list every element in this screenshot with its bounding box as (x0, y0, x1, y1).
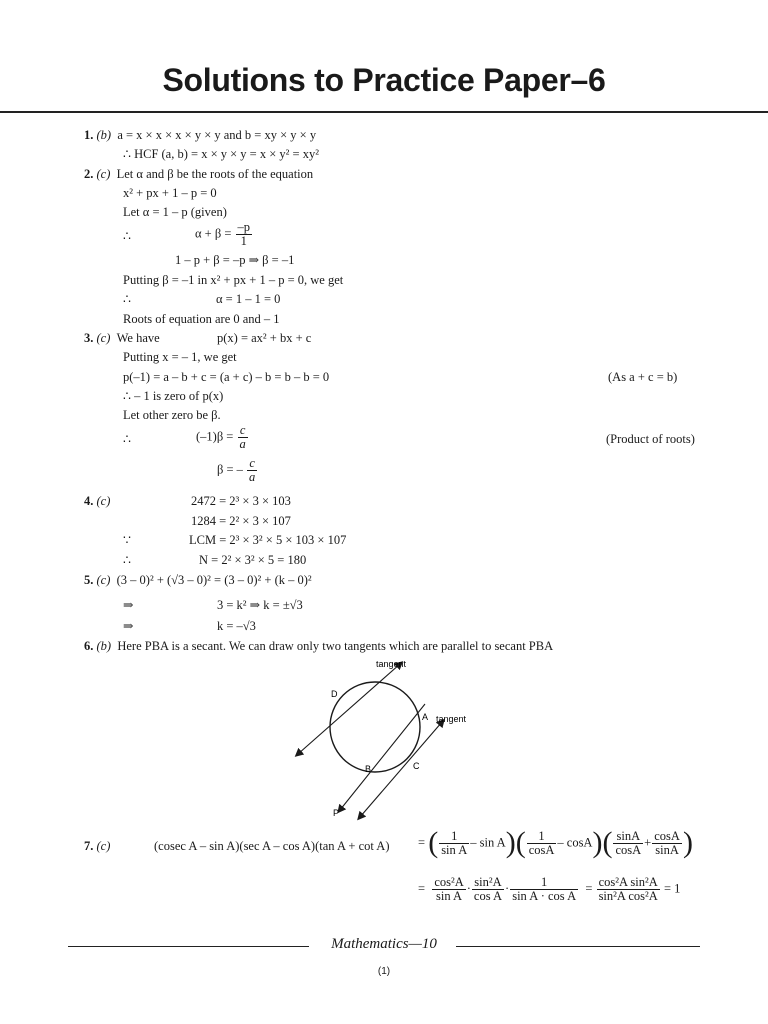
q7-g4-num: cos²A sin²A (598, 875, 658, 889)
q3-number: 3. (84, 331, 94, 345)
q2-alpha: α = 1 – 1 = 0 (216, 292, 281, 306)
paren-open-2: ( (515, 825, 526, 859)
q4-because: ∵ (123, 533, 131, 547)
q7-number: 7. (84, 839, 94, 853)
q7-f2-num: 1 (527, 830, 557, 844)
q7-lhs: (cosec A – sin A)(sec A – cos A)(tan A + cot A) (154, 839, 390, 853)
q7-g4 (597, 876, 660, 903)
q7-g3-num: 1 (510, 876, 578, 890)
q3-other-zero: Let other zero be β. (123, 408, 221, 422)
q4-answer: (c) (96, 494, 111, 508)
q5-text: (3 – 0)² + (√3 – 0)² = (3 – 0)² + (k – 0)² (116, 573, 312, 587)
q6-text: Here PBA is a secant. We can draw only two tangents which are parallel to secant PBA (117, 639, 554, 653)
label-tangent-top: tangent (376, 659, 407, 669)
q4-label (84, 494, 110, 508)
q1-text: a = x × x × x × y × y and b = xy × y × y (117, 128, 317, 142)
q7-g1-den: sin A (436, 889, 463, 903)
q2-fraction (236, 221, 253, 248)
q3-beta (217, 457, 258, 484)
q1-line1 (84, 128, 316, 142)
q5-line1 (84, 573, 312, 587)
title-rule (0, 111, 768, 113)
q7-answer: (c) (96, 839, 111, 853)
q3-therefore: ∴ (123, 432, 131, 446)
q5-answer: (c) (96, 573, 111, 587)
q2-putting: Putting β = –1 in x² + px + 1 – p = 0, we get (123, 273, 344, 287)
q7-eq-1: = (418, 835, 426, 850)
q5-implies-1: ⇒ (123, 598, 134, 612)
q3-frac1-num: c (238, 424, 248, 438)
q7-f4-den: sinA (655, 843, 679, 857)
q7-g2-num: sin²A (472, 876, 504, 890)
paren-close-3: ) (682, 825, 693, 859)
q6-number: 6. (84, 639, 94, 653)
label-tangent-right: tangent (436, 714, 467, 724)
q7-g2 (472, 876, 504, 903)
q7-f4-num: cosA (654, 829, 680, 843)
q7-g1-num: cos²A (434, 875, 464, 889)
q3-frac1-den: a (239, 437, 246, 451)
q7-g2-den: cos A (473, 889, 503, 903)
q2-equation: x² + px + 1 – p = 0 (123, 186, 217, 200)
paren-open-3: ( (602, 825, 613, 859)
q7-rhs-1 (418, 825, 693, 859)
q3-product-label: (–1)β = (196, 429, 234, 444)
q4-number: 4. (84, 494, 94, 508)
q5-k-value: k = –√3 (217, 619, 256, 633)
q3-fraction-2 (247, 457, 257, 484)
q3-answer: (c) (96, 331, 111, 345)
label-c: C (413, 761, 420, 771)
q4-2472: 2472 = 2³ × 3 × 103 (191, 494, 291, 508)
q3-evaluate: p(–1) = a – b + c = (a + c) – b = b – b = 0 (123, 370, 330, 384)
q6-line1 (84, 639, 553, 653)
q5-k-squared: 3 = k² ⇒ k = ±√3 (217, 598, 303, 612)
q7-minus-cosa: – cosA (557, 835, 593, 850)
q5-implies-2: ⇒ (123, 619, 134, 633)
q2-frac-den: 1 (240, 234, 247, 248)
q7-result: = 1 (663, 881, 681, 896)
q7-f3-num: sinA (613, 830, 643, 844)
q3-fraction-1 (238, 424, 248, 451)
q7-g3-den: sin A · cos A (512, 889, 577, 903)
label-d: D (331, 689, 338, 699)
q2-roots: Roots of equation are 0 and – 1 (123, 312, 280, 326)
label-a: A (422, 712, 429, 722)
q7-minus-sina: – sin A (470, 835, 506, 850)
q1-answer: (b) (96, 128, 112, 142)
q2-step: 1 – p + β = –p ⇒ β = –1 (175, 253, 295, 267)
q3-text: We have (116, 331, 160, 345)
q7-f2 (527, 830, 557, 857)
q2-frac-num: –p (237, 220, 251, 234)
footer-subject: Mathematics—10 (331, 936, 437, 952)
q7-f4 (652, 830, 682, 857)
q1-number: 1. (84, 128, 94, 142)
q2-given: Let α = 1 – p (given) (123, 205, 227, 219)
q4-1284: 1284 = 2² × 3 × 107 (191, 514, 291, 528)
q1-line2: ∴ HCF (a, b) = x × y × y = x × y² = xy² (123, 147, 319, 161)
q4-lcm: LCM = 2³ × 3² × 5 × 103 × 107 (189, 533, 347, 547)
label-b: B (365, 764, 372, 774)
q3-polynomial: p(x) = ax² + bx + c (217, 331, 312, 345)
q7-f1 (439, 830, 469, 857)
q7-f1-num: 1 (439, 830, 469, 844)
page-title: Solutions to Practice Paper–6 (162, 62, 606, 98)
label-p: P (333, 808, 340, 818)
q6-answer: (b) (96, 639, 112, 653)
q7-f1-den: sin A (441, 843, 468, 857)
q2-text: Let α and β be the roots of the equation (116, 167, 314, 181)
q7-rhs-2: = $\frac{\text{cos²A}}{\text{sin A}}$ · $\frac{\text{sin²A}}{\text{cos A}}$ · $\frac{1}{\text{sin A · cos A}}$ = $\frac{\text{cos²A sin²A}}{\text{sin²A cos²A}}$ = 1 (418, 875, 681, 903)
q7-eq-2: = (418, 881, 426, 896)
paren-close-1: ) (505, 825, 516, 859)
q2-line1 (84, 167, 313, 181)
q2-number: 2. (84, 167, 94, 181)
q2-sum-label: α + β = (195, 226, 232, 241)
q3-note-a-plus-c: (As a + c = b) (608, 370, 678, 384)
q7-g1 (432, 876, 465, 903)
q7-label (84, 839, 110, 853)
q3-zero: ∴ – 1 is zero of p(x) (123, 389, 224, 403)
q2-therefore-2: ∴ (123, 292, 131, 306)
q3-putting: Putting x = – 1, we get (123, 350, 237, 364)
q3-line1 (84, 331, 160, 345)
paren-close-2: ) (592, 825, 603, 859)
tangent-secant-figure (280, 652, 500, 822)
q7-eq-3: = (585, 881, 593, 896)
q7-f3-den: cosA (615, 843, 642, 857)
q3-beta-label: β = – (217, 462, 243, 477)
q5-number: 5. (84, 573, 94, 587)
q3-frac2-den: a (249, 470, 256, 484)
tangent-line-1 (298, 664, 400, 754)
q7-f3 (613, 830, 643, 857)
q2-answer: (c) (96, 167, 111, 181)
q7-plus: + (644, 835, 652, 850)
q2-therefore: ∴ (123, 229, 131, 243)
q3-frac2-num: c (247, 457, 257, 471)
q4-n: N = 2² × 3² × 5 = 180 (199, 553, 307, 567)
q7-g4-den: sin²A cos²A (598, 889, 658, 903)
q4-therefore: ∴ (123, 553, 131, 567)
q7-g3 (510, 876, 578, 903)
q3-note-product: (Product of roots) (606, 432, 695, 446)
paren-open-1: ( (428, 825, 439, 859)
q2-sum-roots (195, 221, 253, 248)
q7-f2-den: cosA (528, 843, 555, 857)
q3-product (196, 424, 249, 451)
page-number: (1) (377, 966, 391, 977)
